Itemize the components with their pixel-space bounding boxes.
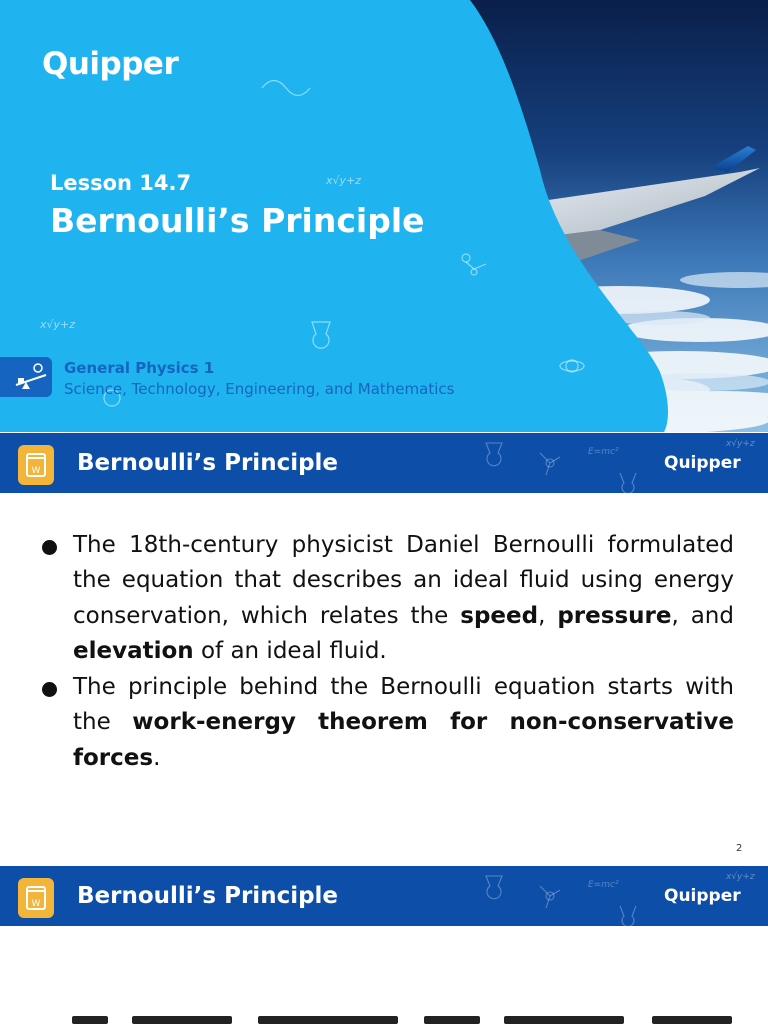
section-header-bar xyxy=(0,433,768,493)
math-doodle: x√y+z xyxy=(726,439,755,449)
bullet-text: The 18th-century physicist Daniel Bernoulli formulated the equation that describes an ideal fluid using energy conservation, which relates the xyxy=(73,532,734,629)
quipper-logo: Quipper xyxy=(664,886,741,906)
science-doodles xyxy=(440,433,670,493)
section-title: Bernoulli’s Principle xyxy=(77,450,339,476)
subject-name: General Physics 1 xyxy=(64,359,215,377)
bullet-point xyxy=(40,528,734,669)
quipper-logo: Quipper xyxy=(664,453,741,473)
svg-text:W: W xyxy=(31,899,41,909)
bullet-text: The principle behind the Bernoulli equation starts with the xyxy=(73,674,734,736)
subject-strand: Science, Technology, Engineering, and Mathematics xyxy=(64,380,455,398)
book-icon xyxy=(18,878,54,918)
bold-term: pressure xyxy=(557,602,672,629)
lesson-number: Lesson 14.7 xyxy=(50,171,192,195)
bullet-dot xyxy=(42,682,57,697)
bullet-point xyxy=(40,670,734,776)
math-doodle: x√y+z xyxy=(40,318,76,331)
quipper-logo: Quipper xyxy=(42,46,179,82)
bold-term: speed xyxy=(460,602,539,629)
slide-content xyxy=(40,528,734,776)
bullet-dot xyxy=(42,540,57,555)
bullet-text: of an ideal fluid. xyxy=(193,637,387,664)
title-slide xyxy=(0,0,768,432)
bullet-text: . xyxy=(153,744,161,771)
bullet-text: , and xyxy=(671,602,734,629)
cut-off-text-line xyxy=(72,1012,732,1024)
emc-doodle: E=mc² xyxy=(588,447,619,457)
bullet-text: , xyxy=(538,602,558,629)
page-number: 2 xyxy=(736,843,743,854)
svg-text:W: W xyxy=(31,466,41,476)
section-title: Bernoulli’s Principle xyxy=(77,883,339,909)
science-doodles xyxy=(440,866,670,926)
bold-term: elevation xyxy=(73,637,194,664)
math-doodle: x√y+z xyxy=(726,872,755,882)
seesaw-icon xyxy=(0,357,52,397)
section-header-bar xyxy=(0,866,768,926)
book-icon xyxy=(18,445,54,485)
lesson-title: Bernoulli’s Principle xyxy=(50,201,425,240)
bold-term: work-energy theorem for non-conservative forces xyxy=(73,709,734,771)
math-doodle: x√y+z xyxy=(326,174,362,187)
emc-doodle: E=mc² xyxy=(588,880,619,890)
